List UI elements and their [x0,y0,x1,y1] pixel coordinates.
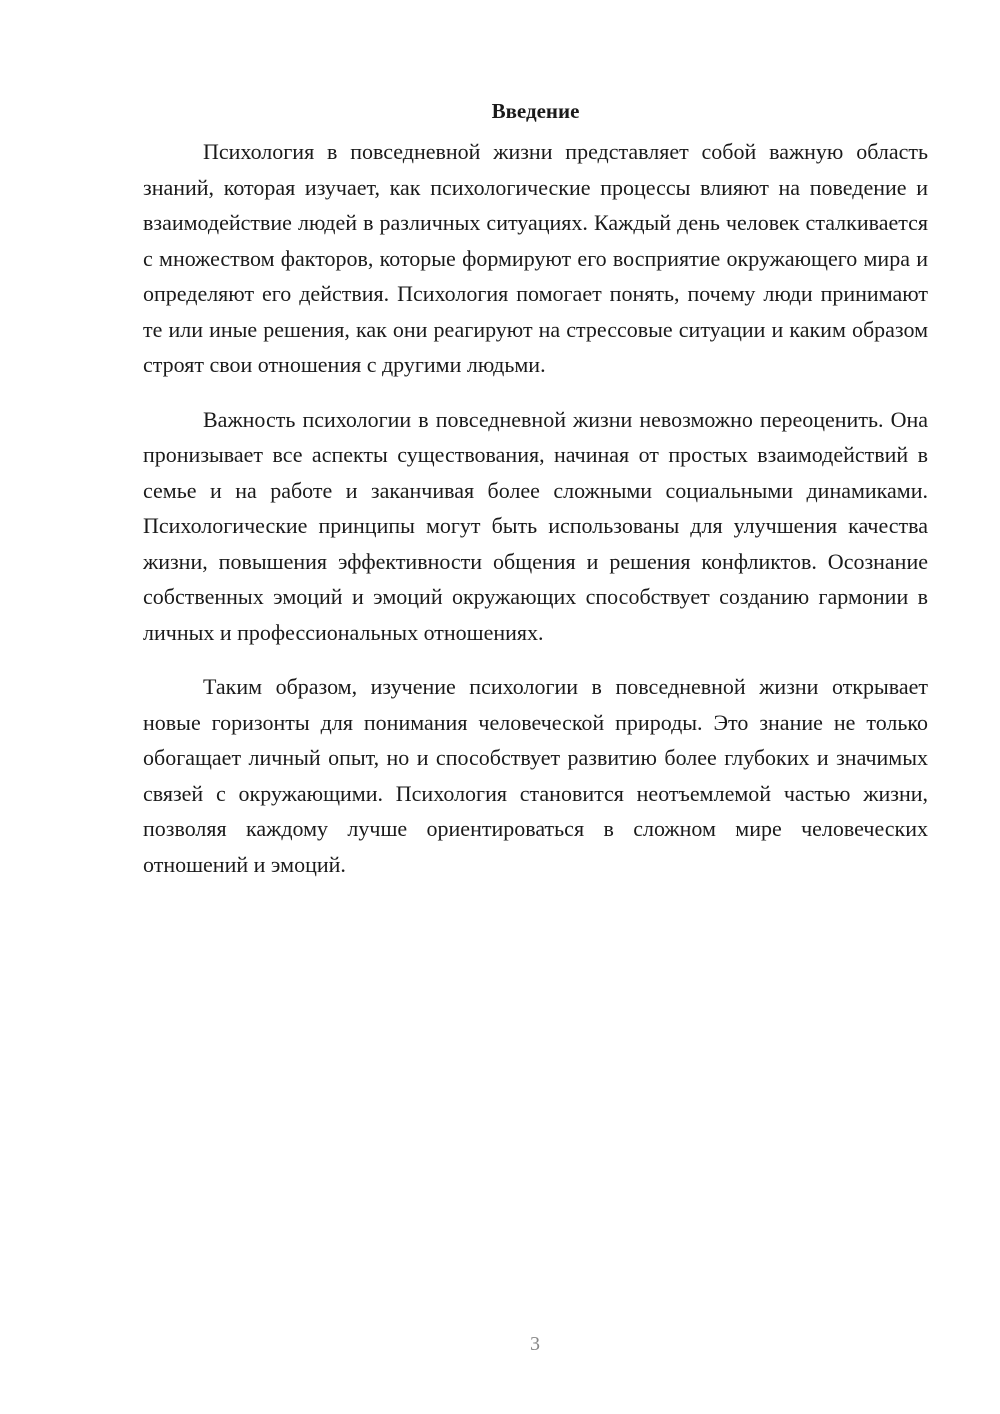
section-title: Введение [491,99,580,123]
page-number: 3 [530,1333,540,1355]
page-content [143,96,928,901]
paragraph-1: Психология в повседневной жизни представляет собой важную область знаний, которая изучает, как психологические процессы влияют на поведение и взаимодействие людей в различных ситуациях. Каждый день человек сталкивается с множеством факторов, которые формируют его восприятие окружающего мира и определяют его действия. Психология помогает понять, почему люди принимают те или иные решения, как они реагируют на стрессовые ситуации и каким образом строят свои отношения с другими людьми. [143,139,928,377]
paragraph-3: Таким образом, изучение психологии в повседневной жизни открывает новые горизонты для понимания человеческой природы. Это знание не только обогащает личный опыт, но и способствует развитию более глубоких и значимых связей с окружающими. Психология становится неотъемлемой частью жизни, позволяя каждому лучше ориентироваться в сложном мире человеческих отношений и эмоций. [143,674,928,877]
paragraph-2: Важность психологии в повседневной жизни невозможно переоценить. Она пронизывает все аспекты существования, начиная от простых взаимодействий в семье и на работе и заканчивая более сложными социальными динамиками. Психологические принципы могут быть использованы для улучшения качества жизни, повышения эффективности общения и решения конфликтов. Осознание собственных эмоций и эмоций окружающих способствует созданию гармонии в личных и профессиональных отношениях. [143,406,928,645]
